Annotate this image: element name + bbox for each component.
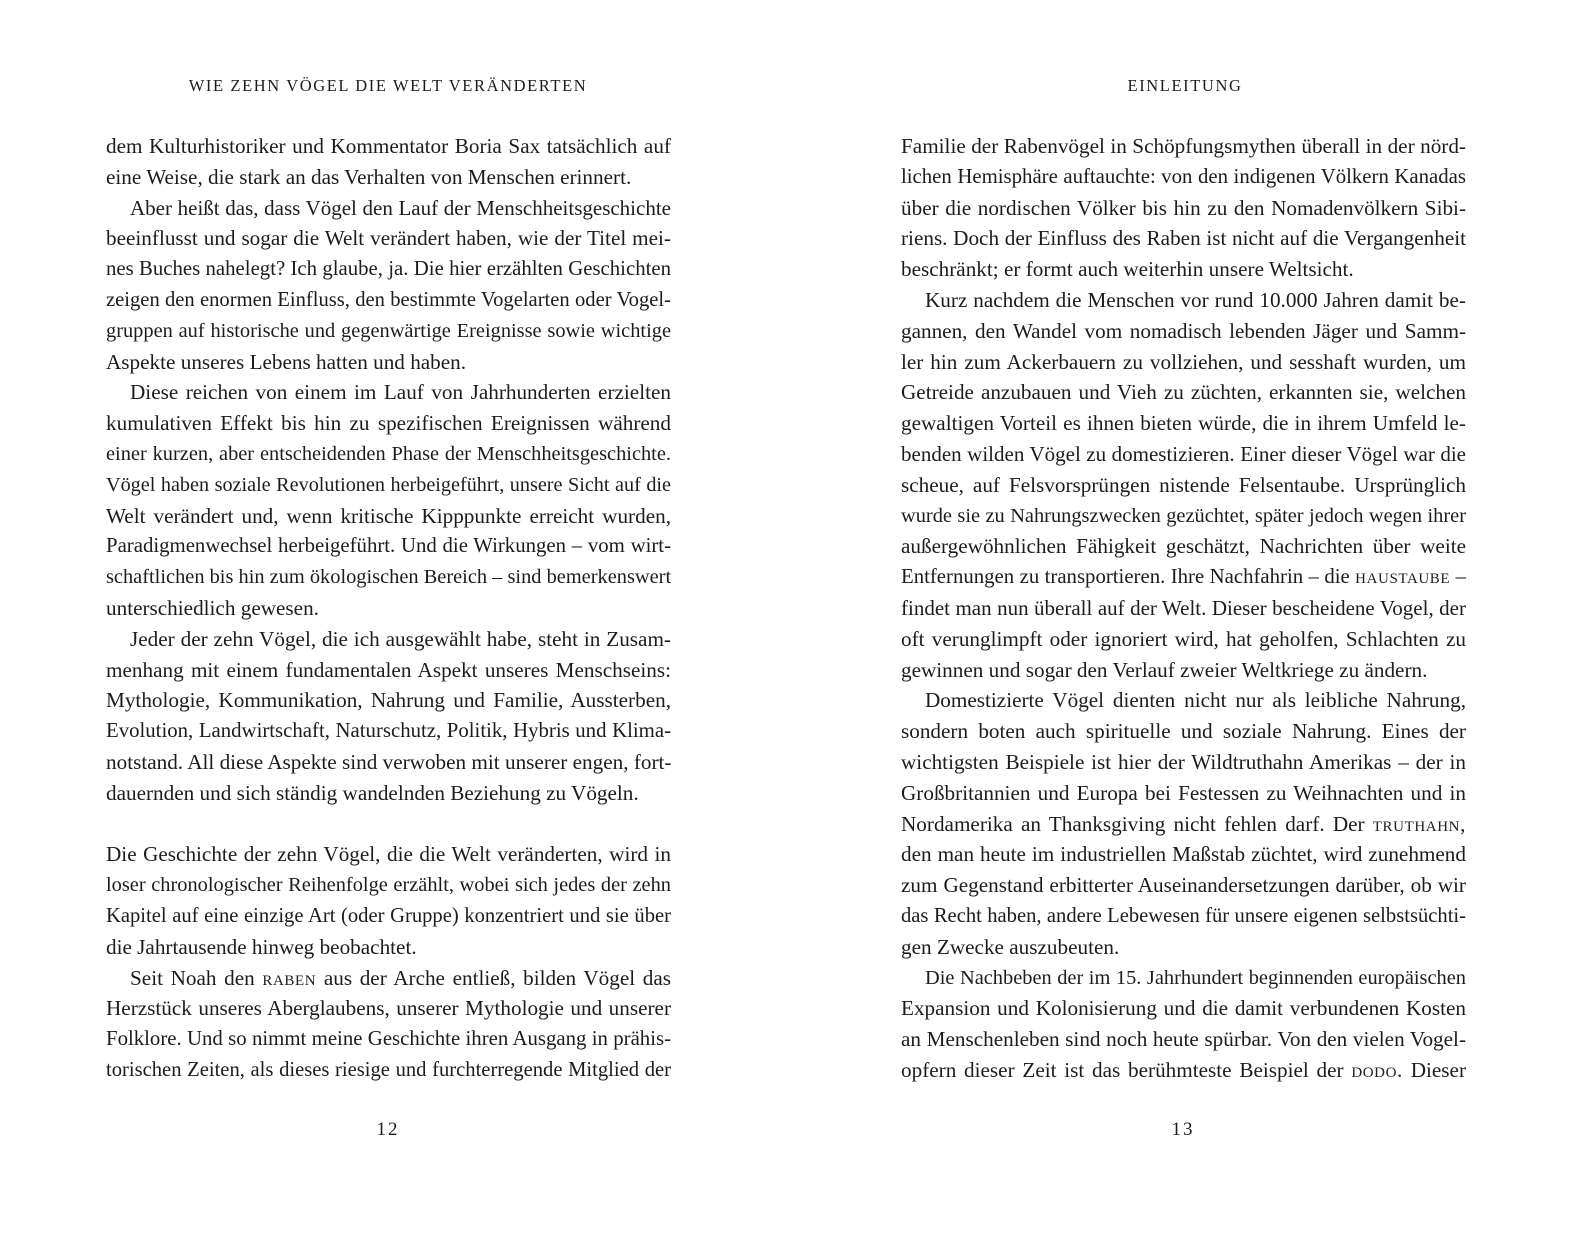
text-line: unterschiedlich gewesen. [106,595,319,620]
text-line: loser chronologischer Reihenfolge erzählt, wobei sich jedes der zehn [106,874,671,897]
text-line [106,963,671,994]
text-line: Mythologie, Kommunikation, Nahrung und Familie, Aussterben, [106,688,671,713]
text-line: zeigen den enormen Einfluss, den bestimmte Vogelarten oder Vogel- [106,288,671,311]
text-segment: Seit Noah den [130,965,255,990]
right-page [797,0,1594,1240]
running-head-right: EINLEITUNG [1127,76,1243,95]
text-line: zum Gegenstand erbitterter Auseinandersetzungen darüber, ob wir [901,873,1466,898]
text-line: gewinnen und sogar den Verlauf zweier Weltkriege zu ändern. [901,657,1428,682]
text-line: beeinflusst und sogar die Welt verändert haben, wie der Titel mei- [106,226,671,251]
text-line: gruppen auf historische und gegenwärtige Ereignisse sowie wichtige [106,319,671,342]
small-caps-term: dodo. [1351,1057,1403,1082]
body-text-right [901,131,1466,1086]
text-line: Diese reichen von einem im Lauf von Jahrhunderten erzielten [130,380,671,405]
text-line: menhang mit einem fundamentalen Aspekt unseres Menschseins: [106,657,671,682]
text-line: torischen Zeiten, als dieses riesige und furchterregende Mitglied der [106,1058,671,1081]
text-line: Vögel haben soziale Revolutionen herbeigeführt, unsere Sicht auf die [106,473,671,496]
running-head-left: WIE ZEHN VÖGEL DIE WELT VERÄNDERTEN [188,76,588,95]
text-line: beschränkt; er formt auch weiterhin unsere Weltsicht. [901,257,1354,282]
text-line: gannen, den Wandel vom nomadisch lebenden Jäger und Samm- [901,318,1466,343]
page-number-right: 13 [1171,1119,1195,1140]
text-line: nes Buches nahelegt? Ich glaube, ja. Die hier erzählten Geschichten [106,257,671,281]
text-line: Herzstück unseres Aberglaubens, unserer Mythologie und unserer [106,996,671,1021]
text-line: einer kurzen, aber entscheidenden Phase der Menschheitsgeschichte. [106,442,671,465]
text-line: Evolution, Landwirtschaft, Naturschutz, Politik, Hybris und Klima- [106,719,671,743]
text-line: sondern boten auch spirituelle und soziale Nahrung. Eines der [901,719,1466,744]
text-line: über die nordischen Völker bis hin zu den Nomadenvölkern Sibi- [901,195,1466,220]
text-line: Domestizierte Vögel dienten nicht nur als leibliche Nahrung, [925,688,1466,713]
text-line: Folklore. Und so nimmt meine Geschichte ihren Ausgang in prähis- [106,1027,671,1051]
text-line: Getreide anzubauen und Vieh zu züchten, erkannten sie, welchen [901,380,1466,405]
section-break [106,809,671,840]
text-line: ler hin zum Ackerbauern zu vollziehen, und sesshaft wurden, um [901,349,1466,374]
text-line: dauernden und sich ständig wandelnden Beziehung zu Vögeln. [106,780,639,805]
text-line: notstand. All diese Aspekte sind verwoben mit unserer engen, fort- [106,749,672,774]
text-segment: aus der Arche entließ, bilden Vögel das [323,965,672,990]
text-line: Jeder der zehn Vögel, die ich ausgewählt habe, steht in Zusam- [130,626,671,651]
text-line: Aspekte unseres Lebens hatten und haben. [106,349,467,374]
text-line: gen Zwecke auszubeuten. [901,934,1120,959]
text-line: gewaltigen Vorteil es ihnen bieten würde, die in ihrem Umfeld le- [901,411,1466,436]
text-line: außergewöhnlichen Fähigkeit geschätzt, Nachrichten über weite [901,534,1466,559]
text-line [901,1055,1466,1086]
text-line: kumulativen Effekt bis hin zu spezifischen Ereignissen während [106,411,671,436]
text-line: Die Nachbeben der im 15. Jahrhundert beginnenden europäischen [925,966,1466,989]
text-line: oft verunglimpft oder ignoriert wird, hat geholfen, Schlachten zu [901,626,1466,651]
text-line: das Recht haben, andere Lebewesen für unsere eigenen selbstsüchti- [901,904,1466,927]
text-line: den man heute im industriellen Maßstab züchtet, wird zunehmend [901,842,1466,867]
small-caps-term: haustaube [1355,565,1451,589]
text-line: die Jahrtausende hinweg beobachtet. [106,934,417,959]
text-line: lichen Hemisphäre auftauchte: von den indigenen Völkern Kanadas [901,164,1466,188]
text-line: eine Weise, die stark an das Verhalten von Menschen erinnert. [106,164,632,189]
text-line: Expansion und Kolonisierung und die damit verbundenen Kosten [901,996,1466,1021]
text-line: dem Kulturhistoriker und Kommentator Boria Sax tatsächlich auf [106,134,671,158]
text-line [901,562,1466,593]
text-line: Welt verändert und, wenn kritische Kipppunkte erreicht wurden, [106,503,671,528]
body-text-left [106,131,671,1086]
text-line: an Menschenleben sind noch heute spürbar. Von den vielen Vogel- [901,1027,1466,1052]
text-segment: – [1455,565,1466,589]
text-line: Großbritannien und Europa bei Festessen zu Weihnachten und in [901,780,1466,805]
text-segment: Entfernungen zu transportieren. Ihre Nachfahrin – die [901,565,1350,589]
text-line [901,809,1466,840]
text-line: findet man nun überall auf der Welt. Dieser bescheidene Vogel, der [901,595,1466,620]
text-line: Kapitel auf eine einzige Art (oder Gruppe) konzentriert und sie über [106,904,671,927]
text-line: Familie der Rabenvögel in Schöpfungsmythen überall in der nörd- [901,134,1466,158]
text-segment: opfern dieser Zeit ist das berühmteste Beispiel der [901,1057,1344,1082]
text-line: benden wilden Vögel zu domestizieren. Einer dieser Vögel war die [901,441,1466,466]
text-line: wurde sie zu Nahrungszwecken gezüchtet, später jedoch wegen ihrer [901,504,1466,527]
text-line: schaftlichen bis hin zum ökologischen Bereich – sind bemerkenswert [106,566,672,589]
text-line: scheue, auf Felsvorsprüngen nistende Felsentaube. Ursprünglich [901,472,1466,497]
text-line: wichtigsten Beispiele ist hier der Wildtruthahn Amerikas – der in [901,749,1466,774]
text-line: Aber heißt das, dass Vögel den Lauf der Menschheitsgeschichte [130,195,671,220]
text-line: Die Geschichte der zehn Vögel, die die Welt veränderten, wird in [106,842,671,867]
text-line: Kurz nachdem die Menschen vor rund 10.000 Jahren damit be- [925,287,1466,312]
text-segment: Nordamerika an Thanksgiving nicht fehlen darf. Der [901,811,1365,836]
text-line: riens. Doch der Einfluss des Raben ist nicht auf die Vergangenheit [901,226,1466,251]
small-caps-term: truthahn, [1372,811,1466,836]
text-segment: Dieser [1410,1057,1466,1082]
small-caps-term: raben [262,965,317,990]
page-number-left: 12 [376,1119,400,1140]
text-line: Paradigmenwechsel herbeigeführt. Und die Wirkungen – vom wirt- [106,534,671,558]
